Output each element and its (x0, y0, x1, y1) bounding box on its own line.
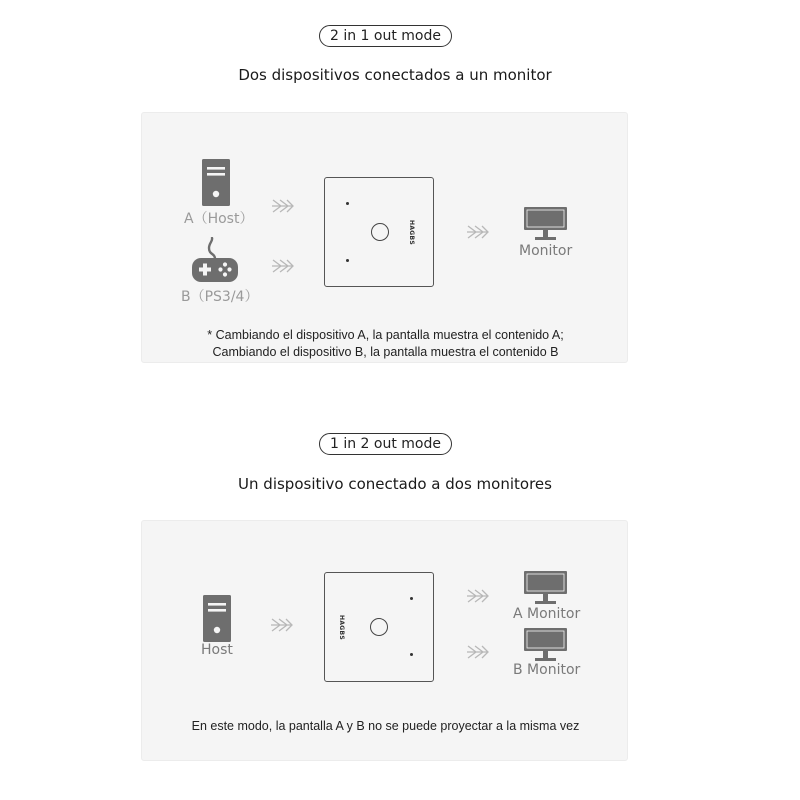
switch-button[interactable] (370, 618, 388, 636)
hdmi-switch-device (324, 177, 434, 287)
arrow-right-icon (466, 587, 490, 605)
section2-subtitle: Un dispositivo conectado a dos monitores (238, 475, 552, 493)
arrow-right-icon (466, 643, 490, 661)
switch-button[interactable] (371, 223, 389, 241)
led-indicator-b (410, 653, 413, 656)
led-indicator-a (410, 597, 413, 600)
pc-tower-icon (203, 595, 231, 642)
arrow-right-icon (271, 197, 295, 215)
led-indicator-a (346, 202, 349, 205)
gamepad-icon (192, 237, 238, 282)
note: En este modo, la pantalla A y B no se puede proyectar a la misma vez (191, 719, 580, 733)
monitor-b-label: B Monitor (513, 662, 581, 678)
arrow-right-icon (466, 223, 490, 241)
note-line2: Cambiando el dispositivo B, la pantalla muestra el contenido B (212, 345, 559, 359)
hdmi-switch-device (324, 572, 434, 682)
monitor-label: Monitor (519, 243, 573, 259)
monitor-a-label: A Monitor (513, 606, 581, 622)
device-a-label: A（Host） (184, 211, 254, 227)
brand-logo: HAGBS (337, 615, 345, 640)
brand-logo: HAGBS (407, 220, 415, 245)
monitor-icon (524, 207, 567, 240)
monitor-icon (524, 571, 567, 604)
led-indicator-b (346, 259, 349, 262)
arrow-right-icon (270, 616, 294, 634)
arrow-right-icon (271, 257, 295, 275)
note-line1: * Cambiando el dispositivo A, la pantalla muestra el contenido A; (207, 328, 564, 342)
diagram-panel-2in1out (141, 112, 628, 363)
mode-badge-1in2out: 1 in 2 out mode (319, 433, 452, 455)
section1-subtitle: Dos dispositivos conectados a un monitor (238, 66, 552, 84)
monitor-icon (524, 628, 567, 661)
mode-badge-2in1out: 2 in 1 out mode (319, 25, 452, 47)
device-b-label: B（PS3/4） (181, 289, 259, 305)
diagram-panel-1in2out (141, 520, 628, 761)
host-label: Host (201, 642, 233, 658)
pc-tower-icon (202, 159, 230, 206)
